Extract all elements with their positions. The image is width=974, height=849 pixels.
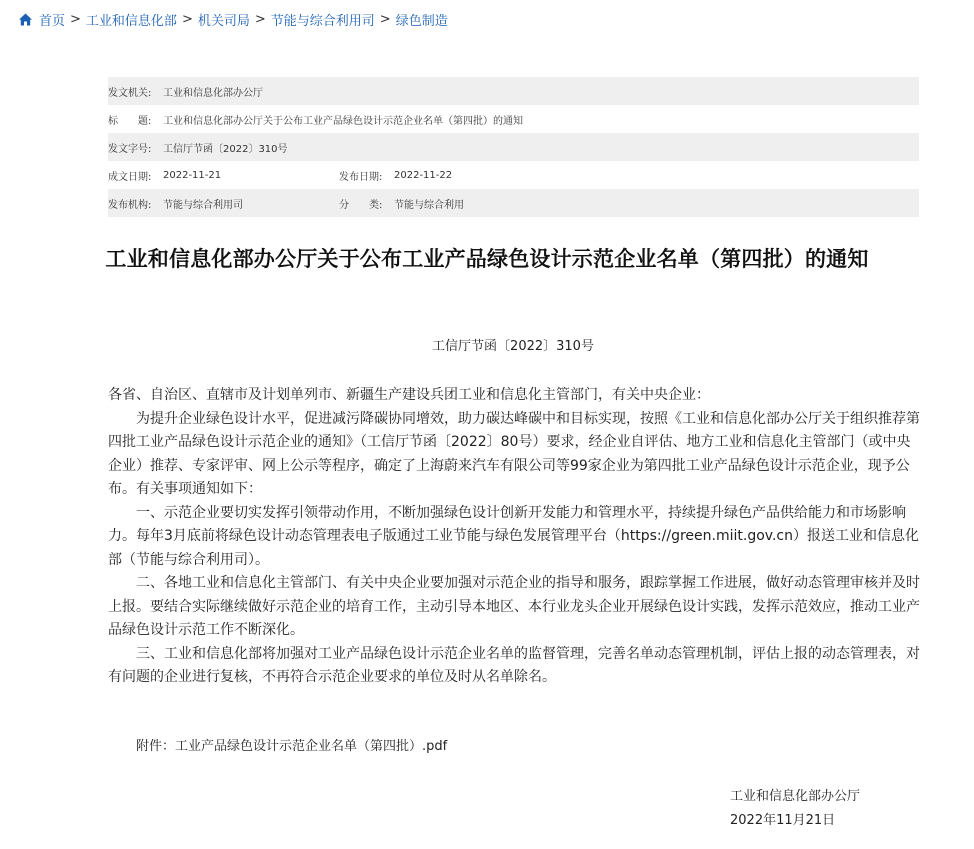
meta-row-title (108, 105, 919, 133)
breadcrumb-energy-dept[interactable]: 节能与综合利用司 (270, 13, 375, 29)
meta-category-cell (339, 196, 464, 211)
document-meta-table (108, 77, 919, 217)
meta-row-doc-no (108, 133, 919, 161)
meta-issuer-label: 发文机关: (108, 87, 152, 99)
breadcrumb-separator: > (379, 11, 391, 27)
attachment-label: 附件： (136, 739, 176, 754)
breadcrumb-departments[interactable]: 机关司局 (197, 13, 250, 29)
meta-published-value: 2022-11-22 (394, 169, 453, 181)
meta-org-cell (108, 196, 339, 211)
document-number: 工信厅节函〔2022〕310号 (432, 339, 594, 354)
meta-category-value: 节能与综合利用 (394, 199, 464, 211)
meta-org-label: 发布机构: (108, 199, 152, 211)
attachment-link[interactable]: 工业产品绿色设计示范企业名单（第四批）.pdf (175, 739, 448, 754)
breadcrumb-separator: > (70, 11, 81, 27)
meta-created-value: 2022-11-21 (163, 169, 222, 181)
meta-title-label: 标 题: (108, 115, 152, 127)
body-paragraph: 为提升企业绿色设计水平，促进减污降碳协同增效，助力碳达峰碳中和目标实现，按照《工业和信息化部办公厅关于组织推荐第四批工业产品绿色设计示范企业的通知》（工信厅节函〔2022〕80号）要求，经企业自评估、地方工业和信息化主管部门（或中央企业）推荐、专家评审、网上公示等程序，确定了上海蔚来汽车有限公司等99家企业为第四批工业产品绿色设计示范企业，现予公布。有关事项通知如下： (108, 410, 920, 497)
signature-date: 2022年11月21日 (730, 813, 836, 828)
meta-created-label: 成文日期: (108, 171, 152, 183)
breadcrumb-miit[interactable]: 工业和信息化部 (85, 13, 177, 29)
body-paragraph: 二、各地工业和信息化主管部门、有关中央企业要加强对示范企业的指导和服务，跟踪掌握工作进展，做好动态管理审核并及时上报。要结合实际继续做好示范企业的培育工作，主动引导本地区、本行业龙头企业开展绿色设计实践，发挥示范效应，推动工业产品绿色设计示范工作不断深化。 (108, 575, 920, 638)
breadcrumb-green-manufacturing[interactable]: 绿色制造 (395, 13, 448, 29)
meta-row-issuer (108, 77, 919, 105)
meta-org-value: 节能与综合利用司 (163, 199, 243, 211)
body-paragraph: 一、示范企业要切实发挥引领带动作用，不断加强绿色设计创新开发能力和管理水平，持续提升绿色产品供给能力和市场影响力。每年3月底前将绿色设计动态管理表电子版通过工业节能与绿色发展管理平台（https://green.miit.gov.cn）报送工业和信息化部（节能与综合利用司）。 (108, 504, 919, 568)
salutation: 各省、自治区、直辖市及计划单列市、新疆生产建设兵团工业和信息化主管部门，有关中央企业： (108, 387, 710, 403)
meta-issuer-value: 工业和信息化部办公厅 (163, 87, 263, 99)
meta-row-org (108, 189, 919, 217)
home-icon[interactable] (18, 12, 33, 27)
breadcrumb-separator: > (181, 11, 193, 27)
meta-published-cell (339, 168, 452, 183)
document-body (108, 384, 920, 690)
signature-org: 工业和信息化部办公厅 (730, 789, 861, 804)
attachment-line (136, 735, 447, 754)
breadcrumb-home[interactable]: 首页 (39, 13, 66, 29)
breadcrumb-separator: > (254, 11, 266, 27)
meta-doc-no-value: 工信厅节函〔2022〕310号 (163, 143, 288, 155)
meta-published-label: 发布日期: (339, 171, 383, 183)
meta-created-cell (108, 168, 339, 183)
meta-category-label: 分 类: (339, 199, 383, 211)
meta-doc-no-label: 发文字号: (108, 143, 152, 155)
breadcrumb (18, 9, 448, 29)
body-paragraph: 三、工业和信息化部将加强对工业产品绿色设计示范企业名单的监督管理，完善名单动态管理机制，评估上报的动态管理表，对有问题的企业进行复核，不再符合示范企业要求的单位及时从名单除名。 (108, 645, 920, 685)
document-title: 工业和信息化部办公厅关于公布工业产品绿色设计示范企业名单（第四批）的通知 (105, 247, 869, 271)
meta-title-value: 工业和信息化部办公厅关于公布工业产品绿色设计示范企业名单（第四批）的通知 (163, 115, 523, 127)
meta-row-dates (108, 161, 919, 189)
